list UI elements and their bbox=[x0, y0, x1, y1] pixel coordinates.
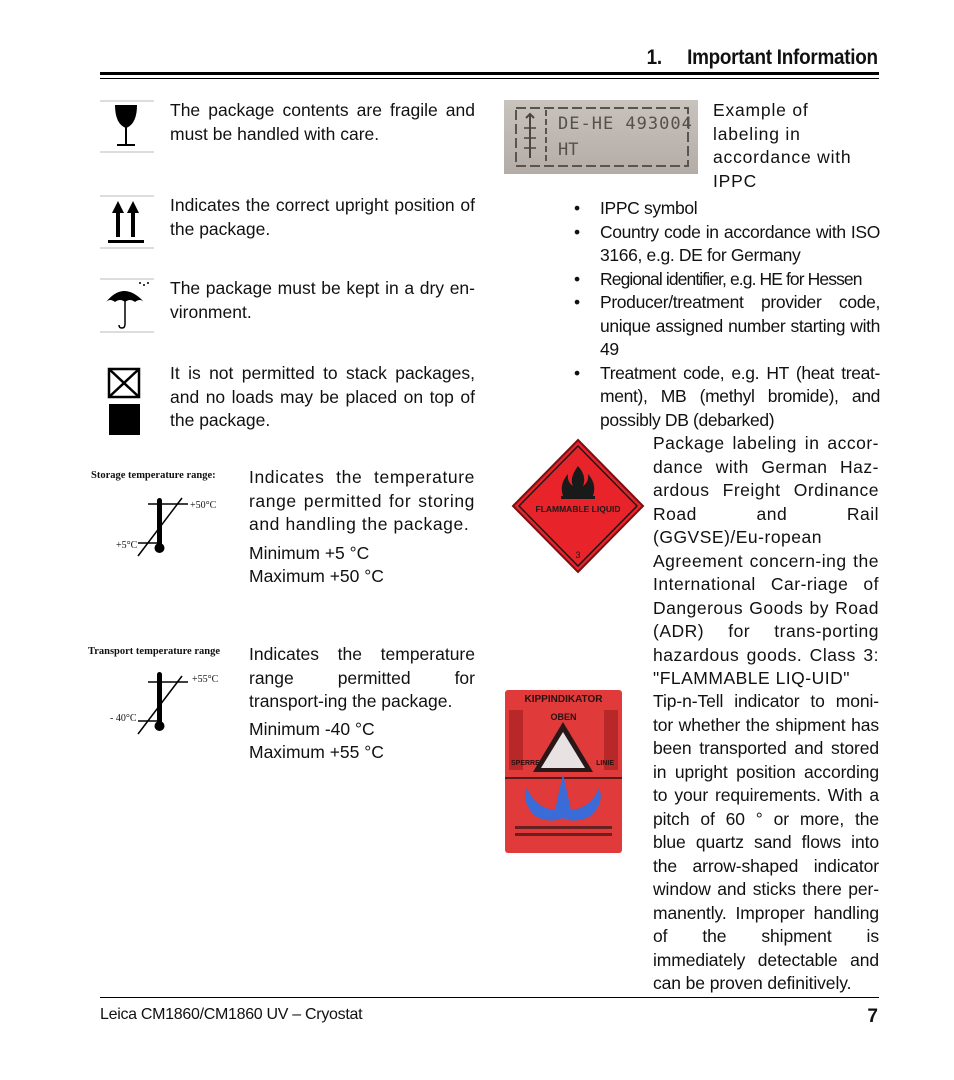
tip-indicator-image bbox=[505, 690, 622, 853]
flammable-liquid-label bbox=[511, 438, 645, 574]
this-way-up-icon bbox=[100, 195, 154, 249]
storage-maximum: Maximum +50 °C bbox=[249, 566, 384, 586]
list-item: • Regional identifier, e.g. HE for Hessen bbox=[574, 268, 880, 292]
section-title: Important Information bbox=[687, 46, 878, 69]
header-rule-thick bbox=[100, 72, 879, 75]
footer-rule bbox=[100, 997, 879, 998]
footer-product: Leica CM1860/CM1860 UV – Cryostat bbox=[100, 1006, 363, 1023]
ippc-bullet-list bbox=[574, 197, 880, 432]
transport-icon-min: - 40°C bbox=[110, 713, 137, 724]
transport-minimum: Minimum -40 °C bbox=[249, 719, 375, 739]
section-number: 1. bbox=[646, 46, 663, 69]
page-number: 7 bbox=[867, 1006, 878, 1027]
transport-icon-max: +55°C bbox=[192, 674, 219, 685]
storage-minimum: Minimum +5 °C bbox=[249, 543, 370, 563]
tip-label-left: SPERRE bbox=[511, 760, 540, 767]
storage-icon-title: Storage temperature range: bbox=[91, 470, 216, 481]
no-stack-text: It is not permitted to stack packages, and no loads may be placed on top of the package. bbox=[170, 363, 475, 430]
fragile-icon bbox=[100, 100, 154, 154]
upright-text: Indicates the correct upright position of the package. bbox=[170, 195, 475, 239]
list-item: • IPPC symbol bbox=[574, 197, 880, 221]
flammable-label-text: FLAMMABLE LIQUID bbox=[535, 504, 621, 514]
tip-label-top: OBEN bbox=[550, 712, 577, 722]
section-header bbox=[647, 46, 878, 70]
transport-maximum: Maximum +55 °C bbox=[249, 742, 384, 762]
umbrella-icon bbox=[100, 278, 154, 334]
storage-text: Indicates the temperature range permitted for storing and handling the package. bbox=[249, 467, 475, 534]
no-stacking-icon bbox=[104, 366, 150, 438]
storage-icon-max: +50°C bbox=[190, 500, 217, 511]
fragile-text: The package contents are fragile and must be handled with care. bbox=[170, 100, 475, 144]
transport-icon-title: Transport temperature range bbox=[88, 646, 220, 657]
dry-text: The package must be kept in a dry en-vironment. bbox=[170, 278, 475, 322]
ippc-stamp-line2: HT bbox=[558, 140, 579, 160]
list-item: • Treatment code, e.g. HT (heat treat-ment), MB (methyl bromide), and possibly DB (debarked) bbox=[574, 362, 880, 433]
tip-text: Tip-n-Tell indicator to moni-tor whether the shipment has been transported and stored in upright position according to your requirements. With a pitch of 60 ° or more, the blue quartz sand flows into the arrow-shaped indicator window and sticks there per-manently. Improper handling of the shipment is immediately detectable and can be proven definitively. bbox=[653, 691, 879, 993]
ippc-caption: Example of labeling in accordance with IPPC bbox=[713, 100, 852, 191]
list-item: • Country code in accordance with ISO 3166, e.g. DE for Germany bbox=[574, 221, 880, 268]
header-rule-thin bbox=[100, 78, 879, 79]
tip-label-right: LINIE bbox=[596, 760, 614, 767]
ippc-stamp-image bbox=[504, 100, 698, 174]
transport-text: Indicates the temperature range permitted for transport-ing the package. bbox=[249, 644, 475, 711]
ippc-stamp-line1: DE-HE 493004 bbox=[558, 114, 693, 134]
list-item: • Producer/treatment provider code, unique assigned number starting with 49 bbox=[574, 291, 880, 362]
flammable-label-class: 3 bbox=[575, 550, 581, 560]
flammable-text: Package labeling in accor-dance with German Haz-ardous Freight Ordinance Road and Rail (GGVSE)/Eu-ropean Agreement concern-ing the International Car-riage of Dangerous Goods by Road (ADR) for trans-porting hazardous goods. Class 3: "FLAMMABLE LIQ-UID" bbox=[653, 433, 879, 688]
tip-label-title: KIPPINDIKATOR bbox=[524, 694, 603, 705]
storage-icon-min: +5°C bbox=[116, 540, 138, 551]
